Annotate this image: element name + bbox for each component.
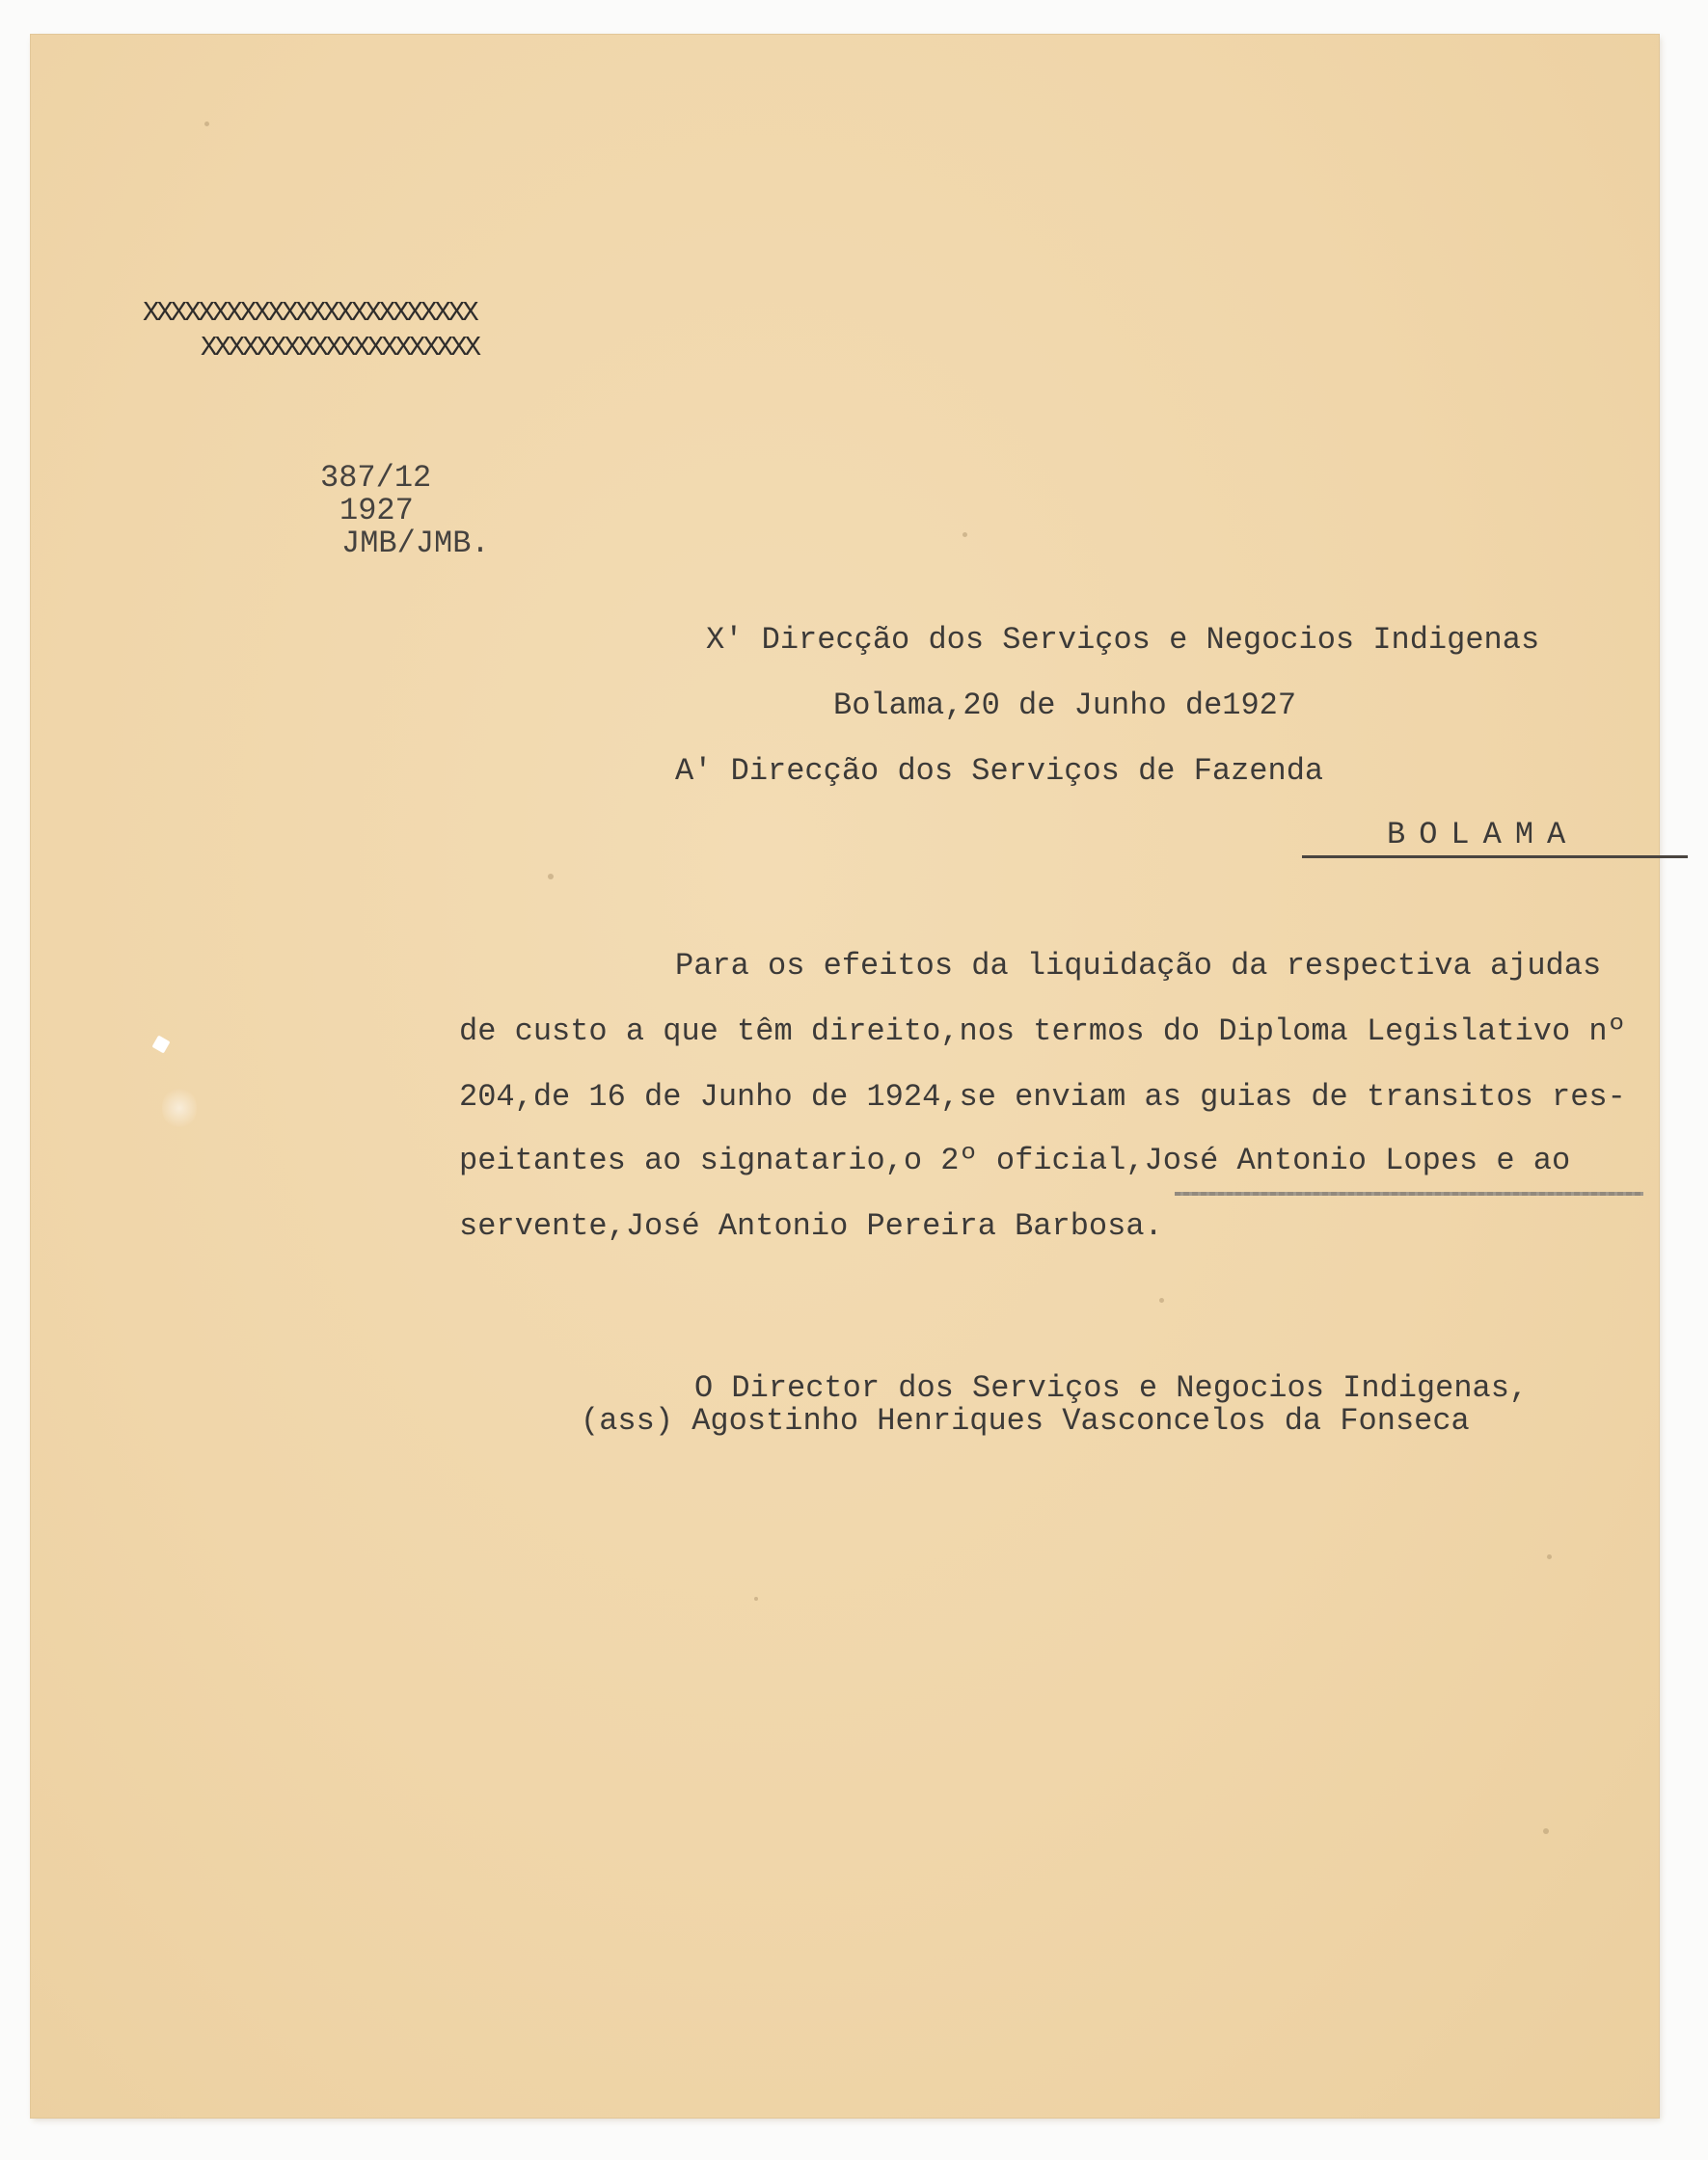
paper-speck xyxy=(1547,1554,1552,1559)
pencil-underline xyxy=(1175,1192,1643,1196)
strikeout-line-1: XXXXXXXXXXXXXXXXXXXXXXXX xyxy=(143,297,476,329)
paper-speck xyxy=(962,532,967,537)
body-line-5: servente,José Antonio Pereira Barbosa. xyxy=(459,1208,1163,1244)
signatory-title: O Director dos Serviços e Negocios Indigenas, xyxy=(694,1370,1529,1406)
strikeout-line-2: XXXXXXXXXXXXXXXXXXXX xyxy=(201,332,479,364)
paper-speck xyxy=(754,1597,758,1601)
paper-speck xyxy=(1543,1828,1549,1834)
paper-speck xyxy=(1159,1298,1164,1303)
sender-line: X' Direcção dos Serviços e Negocios Indigenas xyxy=(706,622,1540,658)
body-line-3: 204,de 16 de Junho de 1924,se enviam as guias de transitos res- xyxy=(459,1079,1626,1115)
body-line-4: peitantes ao signatario,o 2º oficial,José Antonio Lopes e ao xyxy=(459,1143,1571,1178)
signatory-name: (ass) Agostinho Henriques Vasconcelos da Fonseca xyxy=(581,1403,1470,1439)
recipient-line: A' Direcção dos Serviços de Fazenda xyxy=(675,753,1324,789)
paper-speck xyxy=(548,874,554,879)
reference-year: 1927 xyxy=(339,493,414,528)
body-line-1: Para os efeitos da liquidação da respectiva ajudas xyxy=(675,948,1602,984)
paper-speck xyxy=(204,122,209,126)
reference-initials: JMB/JMB. xyxy=(341,526,490,561)
body-line-2: de custo a que têm direito,nos termos do Diploma Legislativo nº xyxy=(459,1013,1626,1049)
place-date-line: Bolama,20 de Junho de1927 xyxy=(833,688,1297,723)
paper-smudge xyxy=(162,1086,197,1130)
punch-hole xyxy=(151,1035,170,1053)
recipient-city: BOLAMA xyxy=(1302,820,1688,858)
document-page xyxy=(31,35,1659,2118)
reference-number: 387/12 xyxy=(320,460,432,496)
